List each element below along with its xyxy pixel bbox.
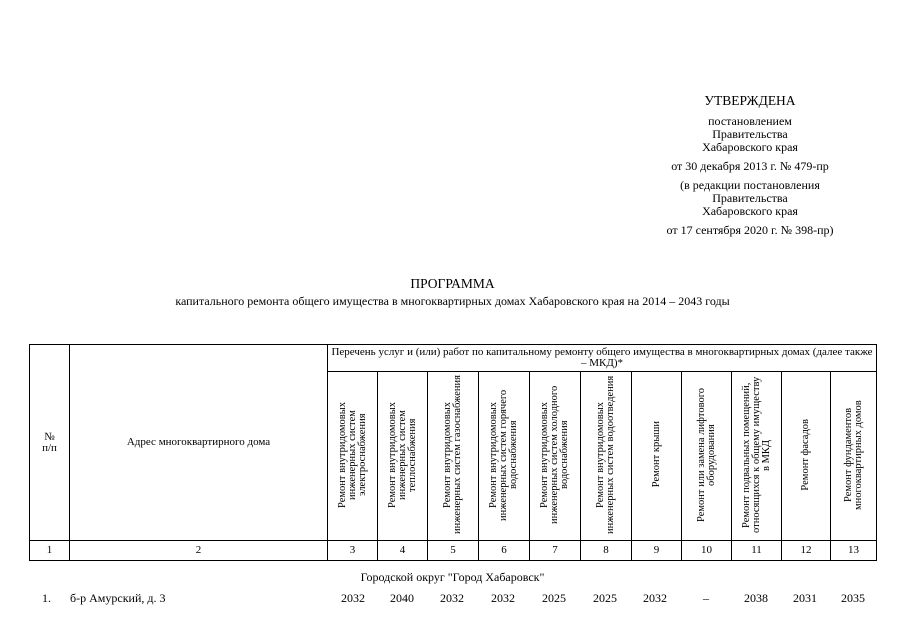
header-service-facade: Ремонт фасадов — [782, 372, 831, 541]
row-value: 2032 — [491, 591, 515, 605]
column-number: 9 — [632, 541, 682, 561]
document-title: ПРОГРАММА — [410, 276, 495, 291]
row-value: 2040 — [390, 591, 414, 605]
row-value: 2025 — [593, 591, 617, 605]
header-service-foundation: Ремонт фундаментов многоквартирных домов — [831, 372, 877, 541]
approval-line: Хабаровского края — [702, 140, 798, 154]
column-number: 10 — [682, 541, 732, 561]
row-address: б-р Амурский, д. 3 — [70, 591, 166, 605]
row-value: 2032 — [341, 591, 365, 605]
table-row — [0, 591, 905, 605]
row-value: – — [703, 591, 709, 605]
column-number: 6 — [479, 541, 530, 561]
column-number: 1 — [30, 541, 70, 561]
row-value: 2025 — [542, 591, 566, 605]
edition-line: Правительства — [712, 191, 788, 205]
column-number: 12 — [782, 541, 831, 561]
row-value: 2032 — [643, 591, 667, 605]
program-table — [29, 344, 877, 561]
header-address: Адрес многоквартирного дома — [70, 345, 328, 541]
header-service-basement: Ремонт подвальных помещений, относящихся к общему имуществу в МКД — [732, 372, 782, 541]
header-service-electric: Ремонт внутридомовых инженерных систем электроснабжения — [328, 372, 378, 541]
header-number: № п/п — [30, 345, 70, 541]
header-service-gas: Ремонт внутридомовых инженерных систем газоснабжения — [428, 372, 479, 541]
header-service-drainage: Ремонт внутридомовых инженерных систем водоотведения — [581, 372, 632, 541]
column-number: 7 — [530, 541, 581, 561]
header-service-hot-water: Ремонт внутридомовых инженерных систем горячего водоснабжения — [479, 372, 530, 541]
column-number: 13 — [831, 541, 877, 561]
edition-date: от 17 сентября 2020 г. № 398-пр) — [666, 223, 834, 237]
header-service-roof: Ремонт крыши — [632, 372, 682, 541]
column-number: 11 — [732, 541, 782, 561]
header-service-cold-water: Ремонт внутридомовых инженерных систем холодного водоснабжения — [530, 372, 581, 541]
header-service-heating: Ремонт внутридомовых инженерных систем теплоснабжения — [378, 372, 428, 541]
column-number: 2 — [70, 541, 328, 561]
column-number: 8 — [581, 541, 632, 561]
column-number: 5 — [428, 541, 479, 561]
header-services: Перечень услуг и (или) работ по капитальному ремонту общего имущества в многоквартирных домах (далее также – МКД)* — [328, 345, 877, 372]
approval-date: от 30 декабря 2013 г. № 479-пр — [671, 159, 829, 173]
row-value: 2035 — [841, 591, 865, 605]
row-value: 2032 — [440, 591, 464, 605]
column-number: 4 — [378, 541, 428, 561]
header-service-elevator: Ремонт или замена лифтового оборудования — [682, 372, 732, 541]
district-heading: Городской округ "Город Хабаровск" — [360, 570, 545, 584]
row-value: 2038 — [744, 591, 768, 605]
approval-block — [630, 94, 870, 237]
edition-line: Хабаровского края — [702, 204, 798, 218]
approval-line: Правительства — [712, 127, 788, 141]
edition-line: (в редакции постановления — [680, 178, 820, 192]
document-subtitle: капитального ремонта общего имущества в многоквартирных домах Хабаровского края на 2014 – 2043 годы — [175, 294, 730, 308]
row-number: 1. — [42, 591, 51, 605]
column-number: 3 — [328, 541, 378, 561]
approval-heading: УТВЕРЖДЕНА — [704, 93, 796, 108]
row-value: 2031 — [793, 591, 817, 605]
approval-line: постановлением — [708, 114, 792, 128]
